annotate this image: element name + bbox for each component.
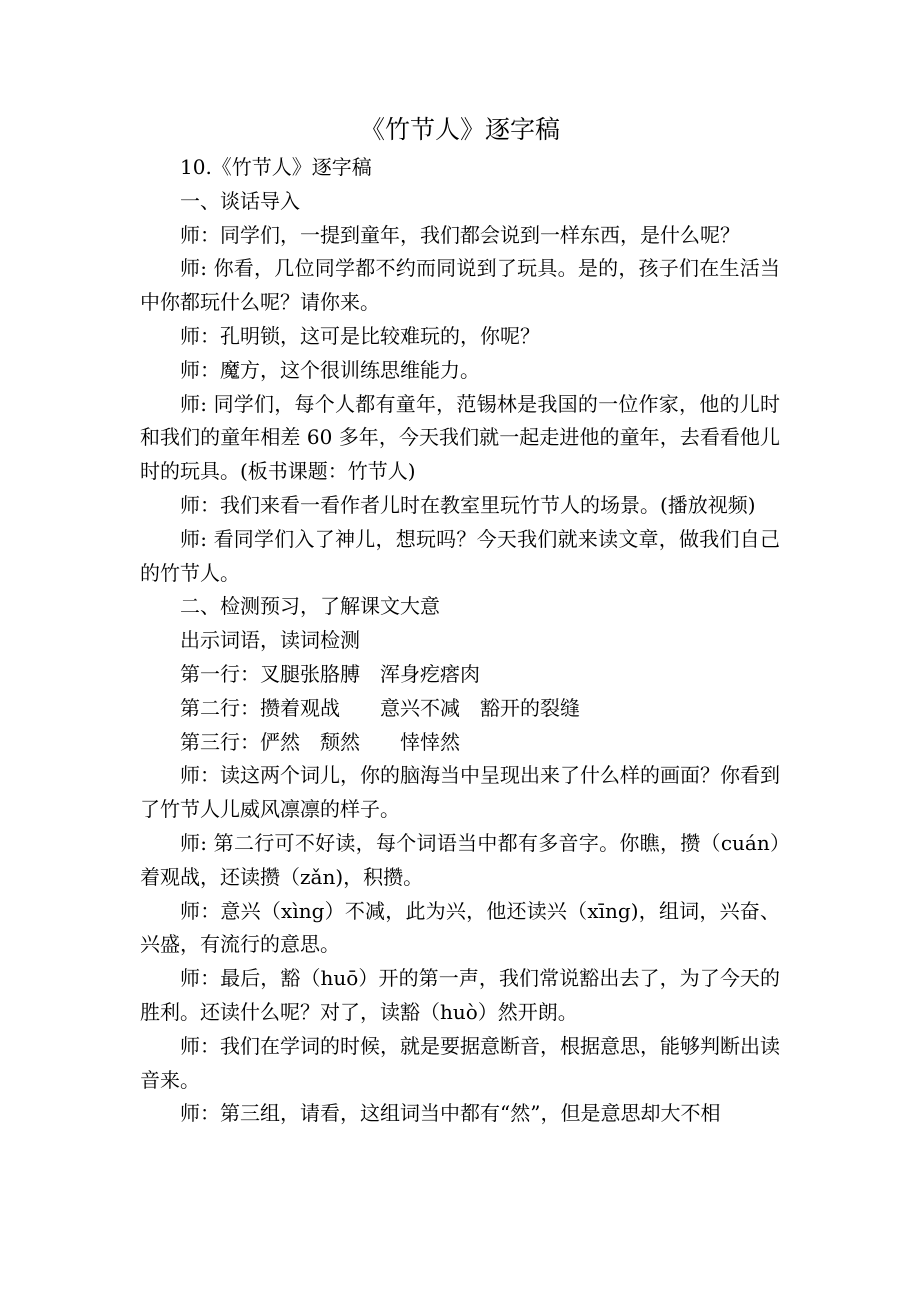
document-body [140,151,780,1131]
word-row-1: 第一行：叉腿张胳膊 浑身疙瘩肉 [180,661,480,686]
paragraph: 师：读这两个词儿，你的脑海当中呈现出来了什么样的画面？你看到了竹节人儿威风凛凛的样子。 [140,763,780,822]
paragraph: 师: 第二行可不好读，每个词语当中都有多音字。你瞧，攒（cuán）着观战，还读攒（zǎn)，积攒。 [140,830,780,889]
paragraph: 师：同学们，一提到童年，我们都会说到一样东西，是什么呢？ [180,222,740,247]
lesson-heading: 10.《竹节人》逐字稿 [180,155,372,179]
paragraph: 师：意兴（xìng）不减，此为兴，他还读兴（xīng)，组词，兴奋、兴盛，有流行的意思。 [140,898,780,957]
paragraph: 师: 同学们，每个人都有童年，范锡林是我国的一位作家，他的儿时和我们的童年相差 60 多年，今天我们就一起走进他的童年，去看看他儿时的玩具。(板书课题：竹节人) [140,391,780,484]
word-row-3: 第三行：俨然 颓然 悻悻然 [180,729,460,754]
paragraph: 师：第三组，请看，这组词当中都有“然”，但是意思却大不相 [180,1101,721,1126]
paragraph: 师：我们来看一看作者儿时在教室里玩竹节人的场景。(播放视频) [180,492,756,517]
section-heading-preview: 二、检测预习，了解课文大意 [180,594,440,619]
paragraph: 师：我们在学词的时候，就是要据意断音，根据意思，能够判断出读音来。 [140,1033,780,1092]
document-title: 《竹节人》逐字稿 [359,115,560,144]
paragraph: 师: 你看，几位同学都不约而同说到了玩具。是的，孩子们在生活当中你都玩什么呢？请你来。 [140,256,780,315]
word-row-2: 第二行：攒着观战 意兴不减 豁开的裂缝 [180,695,580,720]
paragraph: 师：孔明锁，这可是比较难玩的，你呢？ [180,323,540,348]
paragraph: 出示词语，读词检测 [180,628,360,653]
section-heading-intro: 一、谈话导入 [180,188,300,213]
paragraph: 师: 看同学们入了神儿，想玩吗？今天我们就来读文章，做我们自己的竹节人。 [140,526,780,585]
paragraph: 师：魔方，这个很训练思维能力。 [180,357,480,382]
paragraph: 师：最后，豁（huō）开的第一声，我们常说豁出去了，为了今天的胜利。还读什么呢？对了，读豁（huò）然开朗。 [140,966,780,1024]
